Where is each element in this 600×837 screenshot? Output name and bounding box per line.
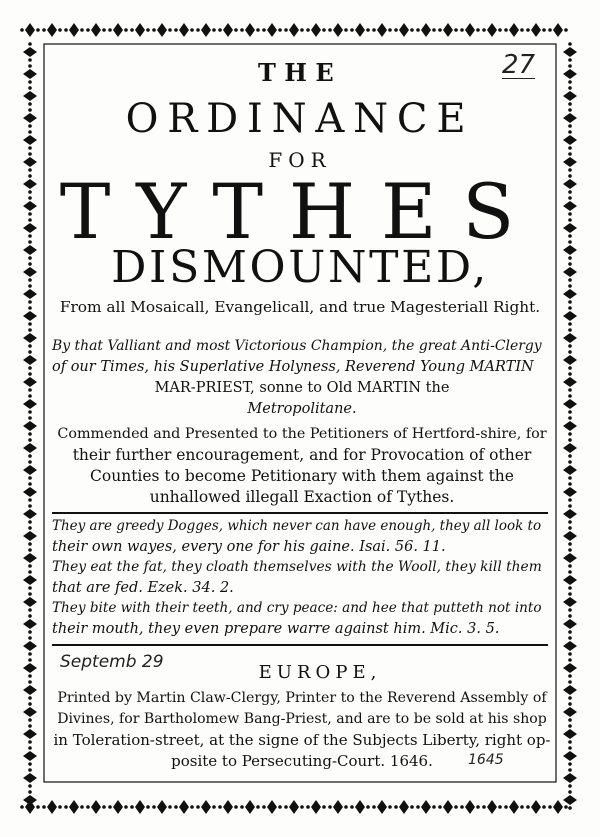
author-line-4: Metropolitane. (247, 401, 357, 417)
diamond-ornament-icon (328, 23, 348, 37)
diamond-ornament-icon (23, 702, 37, 722)
diamond-ornament-icon (240, 800, 260, 814)
dedication-line-3: Counties to become Petitionary with them against the (90, 467, 514, 485)
diamond-ornament-icon (284, 800, 304, 814)
divider-rule-1 (52, 512, 548, 514)
diamond-ornament-icon (23, 196, 37, 216)
diamond-ornament-icon (563, 42, 577, 62)
diamond-ornament-icon (504, 800, 524, 814)
diamond-ornament-icon (42, 23, 62, 37)
diamond-ornament-icon (563, 350, 577, 370)
diamond-ornament-icon (23, 262, 37, 282)
diamond-ornament-icon (416, 23, 436, 37)
diamond-ornament-icon (563, 64, 577, 84)
diamond-ornament-icon (23, 218, 37, 238)
diamond-ornament-icon (23, 768, 37, 788)
diamond-ornament-icon (504, 23, 524, 37)
diamond-ornament-icon (23, 548, 37, 568)
diamond-ornament-icon (23, 394, 37, 414)
diamond-ornament-icon (23, 482, 37, 502)
diamond-ornament-icon (563, 680, 577, 700)
divider-rule-2 (52, 644, 548, 646)
diamond-ornament-icon (23, 570, 37, 590)
diamond-ornament-icon (563, 372, 577, 392)
diamond-ornament-icon (23, 328, 37, 348)
diamond-ornament-icon (23, 42, 37, 62)
diamond-ornament-icon (394, 800, 414, 814)
diamond-ornament-icon (563, 218, 577, 238)
diamond-ornament-icon (563, 328, 577, 348)
diamond-ornament-icon (64, 23, 84, 37)
diamond-ornament-icon (23, 416, 37, 436)
diamond-ornament-icon (563, 262, 577, 282)
diamond-ornament-icon (526, 800, 546, 814)
diamond-ornament-icon (64, 800, 84, 814)
diamond-ornament-icon (460, 23, 480, 37)
dedication-line-4: unhallowed illegall Exaction of Tythes. (149, 488, 455, 506)
diamond-ornament-icon (174, 800, 194, 814)
diamond-ornament-icon (563, 460, 577, 480)
diamond-ornament-icon (563, 196, 577, 216)
diamond-ornament-icon (563, 416, 577, 436)
diamond-ornament-icon (482, 23, 502, 37)
diamond-ornament-icon (563, 526, 577, 546)
diamond-ornament-icon (23, 724, 37, 744)
dedication-line-1: Commended and Presented to the Petitioners of Hertford-shire, for (57, 426, 547, 442)
imprint-line-4: posite to Persecuting-Court. 1646. (171, 752, 433, 770)
diamond-ornament-icon (563, 724, 577, 744)
diamond-ornament-icon (563, 746, 577, 766)
diamond-ornament-icon (563, 130, 577, 150)
diamond-ornament-icon (563, 702, 577, 722)
diamond-ornament-icon (563, 306, 577, 326)
diamond-ornament-icon (23, 130, 37, 150)
diamond-ornament-icon (306, 23, 326, 37)
title-tythes: TYTHES (59, 167, 541, 256)
title-ordinance: ORDINANCE (125, 96, 475, 142)
diamond-ornament-icon (130, 800, 150, 814)
diamond-ornament-icon (563, 482, 577, 502)
diamond-ornament-icon (306, 800, 326, 814)
subtitle: From all Mosaicall, Evangelicall, and true Magesteriall Right. (59, 298, 541, 316)
diamond-ornament-icon (563, 548, 577, 568)
diamond-ornament-icon (23, 86, 37, 106)
diamond-ornament-icon (563, 570, 577, 590)
diamond-ornament-icon (23, 306, 37, 326)
title-for: FOR (268, 148, 332, 172)
diamond-ornament-icon (372, 23, 392, 37)
diamond-ornament-icon (23, 284, 37, 304)
diamond-ornament-icon (196, 23, 216, 37)
quote-line-3: They eat the fat, they cloath themselves with the Wooll, they kill them (52, 559, 542, 575)
diamond-ornament-icon (563, 152, 577, 172)
diamond-ornament-icon (218, 23, 238, 37)
diamond-ornament-icon (563, 636, 577, 656)
diamond-ornament-icon (23, 746, 37, 766)
imprint-line-3: in Toleration-street, at the signe of the Subjects Liberty, right op- (53, 731, 551, 749)
diamond-ornament-icon (23, 504, 37, 524)
quote-line-2: their own wayes, every one for his gaine. Isai. 56. 11. (52, 538, 446, 555)
diamond-ornament-icon (23, 636, 37, 656)
manuscript-annotation-year: 1645 (468, 752, 504, 768)
diamond-ornament-icon (23, 790, 37, 810)
diamond-ornament-icon (108, 800, 128, 814)
diamond-ornament-icon (563, 592, 577, 612)
diamond-ornament-icon (563, 438, 577, 458)
diamond-ornament-icon (86, 23, 106, 37)
diamond-ornament-icon (23, 680, 37, 700)
diamond-ornament-icon (196, 800, 216, 814)
diamond-ornament-icon (152, 800, 172, 814)
diamond-ornament-icon (438, 800, 458, 814)
quote-line-5: They bite with their teeth, and cry peace: and hee that putteth not into (52, 600, 542, 616)
diamond-ornament-icon (42, 800, 62, 814)
diamond-ornament-icon (23, 372, 37, 392)
diamond-ornament-icon (394, 23, 414, 37)
diamond-ornament-icon (460, 800, 480, 814)
diamond-ornament-icon (372, 800, 392, 814)
diamond-ornament-icon (86, 800, 106, 814)
author-line-2: of our Times, his Superlative Holyness, Reverend Young MARTIN (52, 359, 534, 375)
diamond-ornament-icon (20, 23, 40, 37)
author-line-3: MAR-PRIEST, sonne to Old MARTIN the (154, 380, 450, 396)
diamond-ornament-icon (284, 23, 304, 37)
dedication-line-2: their further encouragement, and for Provocation of other (72, 446, 532, 464)
diamond-ornament-icon (174, 23, 194, 37)
diamond-ornament-icon (23, 526, 37, 546)
diamond-ornament-icon (416, 800, 436, 814)
diamond-ornament-icon (23, 152, 37, 172)
diamond-ornament-icon (23, 614, 37, 634)
diamond-ornament-icon (548, 800, 568, 814)
diamond-ornament-icon (438, 23, 458, 37)
diamond-ornament-icon (328, 800, 348, 814)
diamond-ornament-icon (23, 240, 37, 260)
scripture-quotes (52, 516, 552, 639)
diamond-ornament-icon (23, 592, 37, 612)
diamond-ornament-icon (262, 800, 282, 814)
diamond-ornament-icon (563, 174, 577, 194)
diamond-ornament-icon (23, 438, 37, 458)
title-dismounted: DISMOUNTED, (111, 242, 489, 293)
imprint-line-1: Printed by Martin Claw-Clergy, Printer to the Reverend Assembly of (57, 690, 547, 706)
imprint-line-2: Divines, for Bartholomew Bang-Priest, and are to be sold at his shop (57, 711, 547, 727)
diamond-ornament-icon (563, 614, 577, 634)
diamond-ornament-icon (563, 504, 577, 524)
diamond-ornament-icon (563, 284, 577, 304)
manuscript-annotation-top: 27 (502, 50, 536, 80)
diamond-ornament-icon (240, 23, 260, 37)
author-block (52, 336, 552, 420)
diamond-ornament-icon (563, 86, 577, 106)
diamond-ornament-icon (563, 108, 577, 128)
diamond-ornament-icon (23, 174, 37, 194)
diamond-ornament-icon (350, 23, 370, 37)
dedication-block (52, 424, 552, 508)
diamond-ornament-icon (526, 23, 546, 37)
diamond-ornament-icon (563, 240, 577, 260)
manuscript-annotation-date: Septemb 29 (60, 652, 164, 672)
imprint-place: EUROPE, (258, 662, 382, 683)
diamond-ornament-icon (350, 800, 370, 814)
quote-line-4: that are fed. Ezek. 34. 2. (52, 579, 234, 596)
diamond-ornament-icon (482, 800, 502, 814)
diamond-ornament-icon (23, 460, 37, 480)
diamond-ornament-icon (130, 23, 150, 37)
diamond-ornament-icon (563, 658, 577, 678)
quote-line-6: their mouth, they even prepare warre against him. Mic. 3. 5. (52, 620, 500, 637)
diamond-ornament-icon (218, 800, 238, 814)
diamond-ornament-icon (23, 108, 37, 128)
diamond-ornament-icon (23, 658, 37, 678)
diamond-ornament-icon (108, 23, 128, 37)
title-the: THE (257, 58, 343, 87)
diamond-ornament-icon (563, 768, 577, 788)
diamond-ornament-icon (563, 394, 577, 414)
diamond-ornament-icon (152, 23, 172, 37)
diamond-ornament-icon (548, 23, 568, 37)
author-line-1: By that Valliant and most Victorious Champion, the great Anti-Clergy (52, 338, 542, 354)
diamond-ornament-icon (23, 64, 37, 84)
diamond-ornament-icon (23, 350, 37, 370)
quote-line-1: They are greedy Dogges, which never can have enough, they all look to (52, 518, 542, 534)
diamond-ornament-icon (262, 23, 282, 37)
